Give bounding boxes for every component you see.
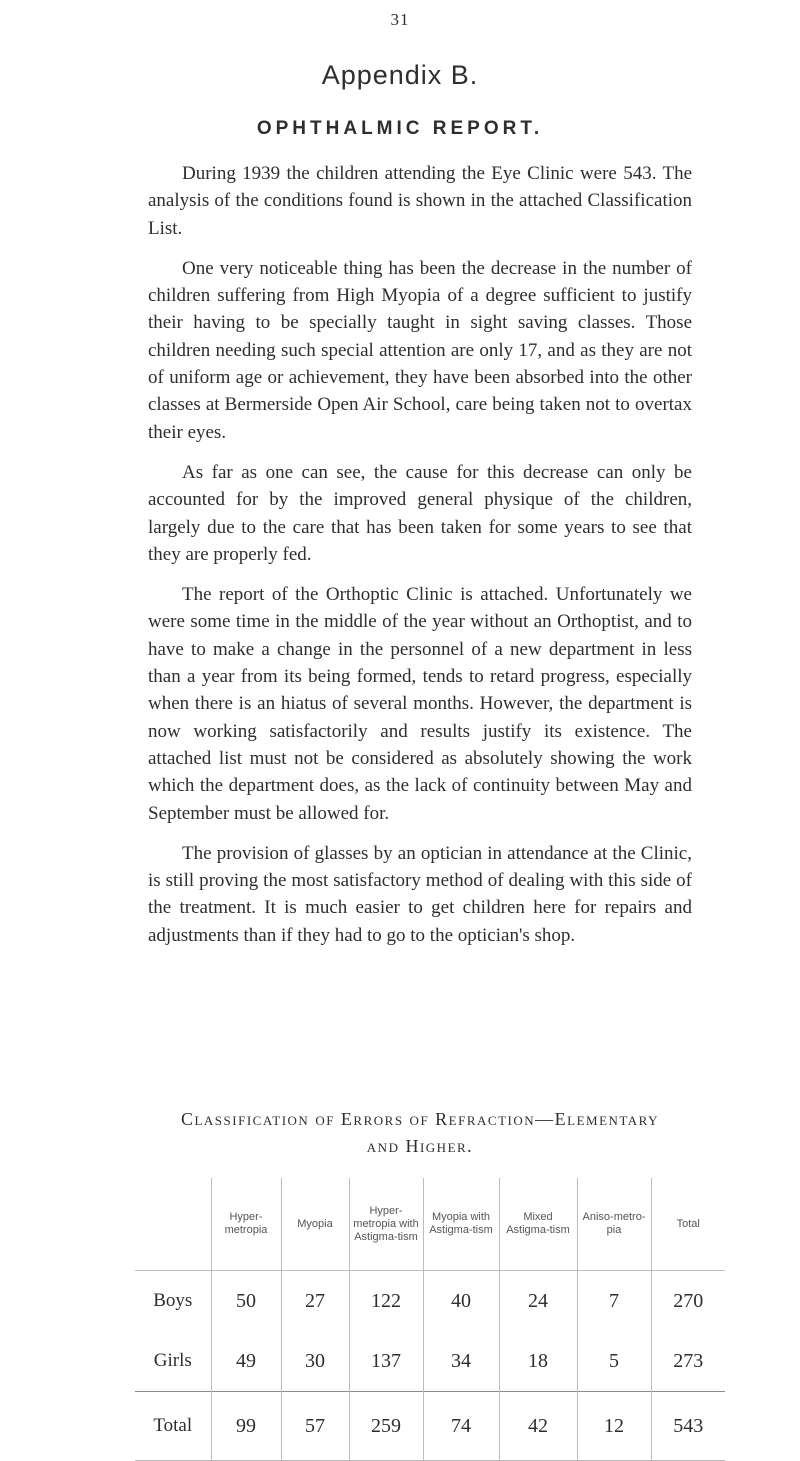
classification-heading-line: and Higher. <box>366 1136 474 1156</box>
column-header: Hyper-metropia <box>211 1178 281 1271</box>
table-cell: 137 <box>349 1331 423 1392</box>
column-header: Total <box>651 1178 725 1271</box>
table-cell: 24 <box>499 1271 577 1332</box>
column-header: Mixed Astigma-tism <box>499 1178 577 1271</box>
table-cell: 49 <box>211 1331 281 1392</box>
table-cell: 5 <box>577 1331 651 1392</box>
table-cell: 57 <box>281 1392 349 1461</box>
classification-heading <box>148 1106 692 1160</box>
table-cell: 12 <box>577 1392 651 1461</box>
table-cell: 27 <box>281 1271 349 1332</box>
table-cell: 34 <box>423 1331 499 1392</box>
table-row <box>135 1392 725 1461</box>
report-body <box>148 160 692 962</box>
table-cell: 42 <box>499 1392 577 1461</box>
table-cell: 50 <box>211 1271 281 1332</box>
classification-table <box>135 1178 725 1461</box>
table-cell: 122 <box>349 1271 423 1332</box>
table-row <box>135 1331 725 1392</box>
paragraph: The provision of glasses by an optician in attendance at the Clinic, is still proving the most satisfactory method of dealing with this side of the treatment. It is much easier to get children here for repairs and adjustments than if they had to go to the optician's shop. <box>148 842 692 946</box>
classification-heading-line: Classification of Errors of Refraction—Elementary <box>180 1109 660 1129</box>
table-cell: 270 <box>651 1271 725 1332</box>
column-header <box>135 1178 211 1271</box>
table-cell: 40 <box>423 1271 499 1332</box>
report-title: OPHTHALMIC REPORT. <box>256 118 544 139</box>
paragraph: During 1939 the children attending the Eye Clinic were 543. The analysis of the conditions found is shown in the attached Classification List. <box>148 163 692 239</box>
table-cell: 30 <box>281 1331 349 1392</box>
row-label: Boys <box>153 1290 193 1311</box>
table-cell: 74 <box>423 1392 499 1461</box>
appendix-title: Appendix B. <box>321 60 479 90</box>
table-cell: 7 <box>577 1271 651 1332</box>
table-cell: 273 <box>651 1331 725 1392</box>
table-cell: 259 <box>349 1392 423 1461</box>
column-header: Myopia with Astigma-tism <box>423 1178 499 1271</box>
table-cell: 18 <box>499 1331 577 1392</box>
column-header: Hyper-metropia with Astigma-tism <box>349 1178 423 1271</box>
table-row <box>135 1271 725 1332</box>
paragraph: One very noticeable thing has been the decrease in the number of children suffering from High Myopia of a degree sufficient to justify their having to be specially taught in sight saving classes. Those children needing such special attention are only 17, and as they are not of uniform age or achievement, they have been absorbed into the other classes at Bermerside Open Air School, care being taken not to overtax their eyes. <box>148 257 692 443</box>
paragraph: As far as one can see, the cause for this decrease can only be accounted for by the improved general physique of the children, largely due to the care that has been taken for some years to see that they are properly fed. <box>148 461 692 565</box>
table-cell: 99 <box>211 1392 281 1461</box>
column-header: Aniso-metro-pia <box>577 1178 651 1271</box>
table-cell: 543 <box>651 1392 725 1461</box>
paragraph: The report of the Orthoptic Clinic is attached. Unfortunately we were some time in the middle of the year without an Orthoptist, and to have to make a change in the personnel of a new department in less than a year from its being formed, tends to retard progress, especially when there is an hiatus of several months. However, the department is now working satisfactorily and results justify its existence. The attached list must not be considered as absolutely showing the work which the department does, as the lack of continuity between May and September must be allowed for. <box>148 584 692 824</box>
table-header-row <box>135 1178 725 1271</box>
page-number: 31 <box>390 10 410 29</box>
column-header: Myopia <box>281 1178 349 1271</box>
row-label: Total <box>135 1392 211 1461</box>
row-label: Girls <box>153 1350 192 1371</box>
